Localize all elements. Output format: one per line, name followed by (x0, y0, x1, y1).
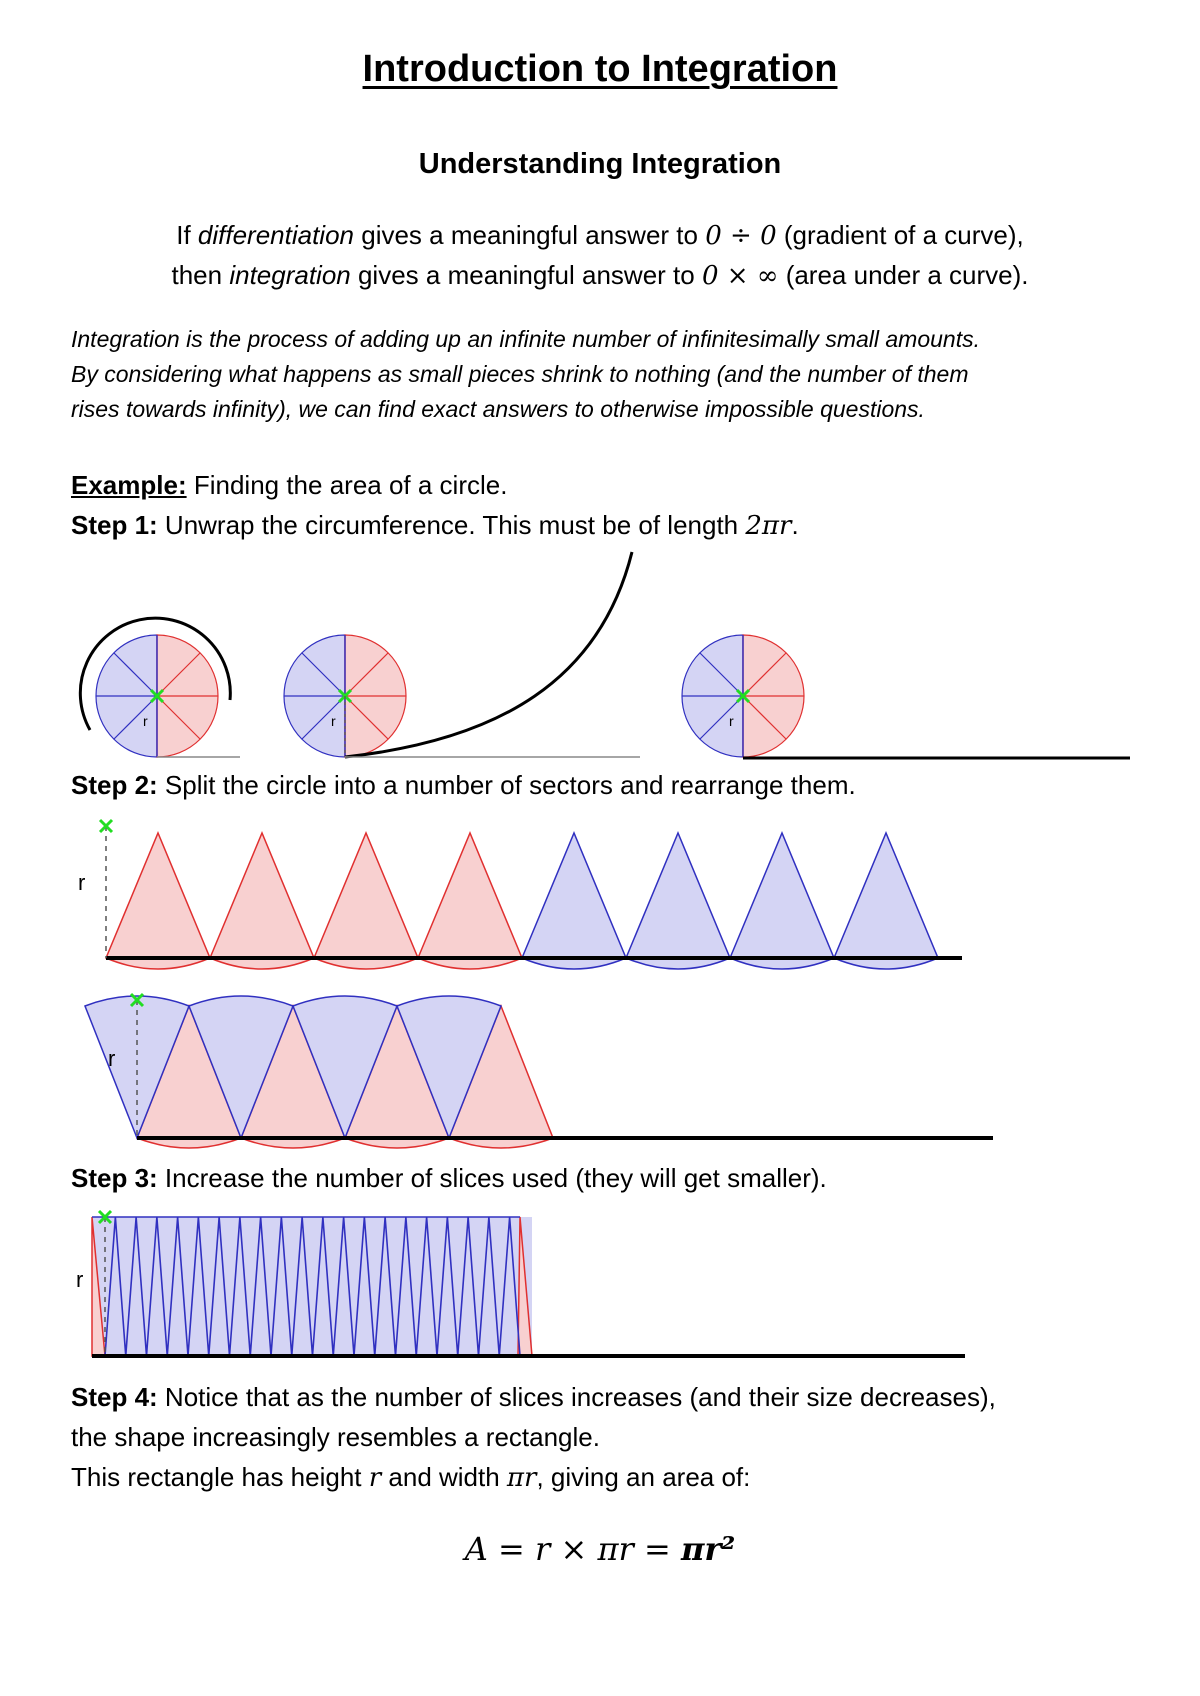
radius-label-1: r (143, 713, 148, 729)
definition-paragraph: Integration is the process of adding up an infinite number of infinitesimally small amounts. By considering what happens as small pieces shrink to nothing (and the number of them rises towards infinity), we can find exact answers to otherwise impossible questions. (71, 326, 980, 422)
sector-row1 (418, 833, 522, 969)
sector-row1 (834, 833, 938, 969)
step-3-text: Step 3: Increase the number of slices used (they will get smaller). (71, 1163, 827, 1193)
intro-line-2: then integration gives a meaningful answer to 0 × ∞ (area under a curve). (171, 260, 1029, 291)
sector-row1 (730, 833, 834, 969)
sector-row1 (522, 833, 626, 969)
sector-row1 (626, 833, 730, 969)
radius-label-2: r (331, 713, 336, 729)
area-formula: A = r × πr = πr² (464, 1530, 736, 1568)
sector-row1 (106, 833, 210, 969)
step-4-text: Step 4: Notice that as the number of slices increases (and their size decreases), the shape increasingly resembles a rectangle. This rectangle has height r and width πr, giving an area of: (71, 1382, 996, 1493)
sector-row1 (314, 833, 418, 969)
sector-row1 (210, 833, 314, 969)
radius-label-row1: r (78, 870, 86, 895)
step-2-text: Step 2: Split the circle into a number of sectors and rearrange them. (71, 770, 856, 800)
radius-label-3: r (729, 713, 734, 729)
step-1-text: Step 1: Unwrap the circumference. This must be of length 2πr. (71, 510, 799, 541)
radius-label-slices: r (76, 1267, 84, 1292)
section-subtitle: Understanding Integration (418, 148, 782, 180)
example-heading: Example: Finding the area of a circle. (71, 470, 508, 500)
radius-label-row2: r (108, 1046, 116, 1071)
intro-line-1: If differentiation gives a meaningful answer to 0 ÷ 0 (gradient of a curve), (176, 220, 1024, 251)
page-title: Introduction to Integration (362, 48, 838, 90)
